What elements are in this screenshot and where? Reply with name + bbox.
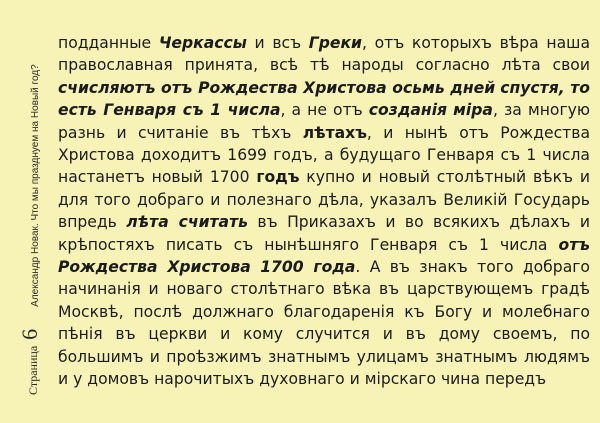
- text-run: проѣзжимъ знатнымъ улицамъ знатнымъ людямъ и у: [58, 347, 591, 389]
- emphasis-run: спустя, то есть Генваря съ 1 числа: [58, 78, 590, 120]
- text-run: свои: [552, 56, 590, 75]
- text-run: Генваря съ 1 числа настанетъ новый 1700: [58, 146, 590, 187]
- page-word: Страница: [26, 345, 40, 395]
- page-sidebar: [7, 0, 47, 423]
- emphasis-run: созданія: [368, 101, 448, 120]
- text-run: въ: [247, 213, 278, 232]
- emphasis-run: Черкассы: [158, 34, 247, 52]
- text-run: новый столѣтный вѣкъ и для того добраго и полезнаго: [58, 168, 590, 209]
- text-run: наша православная принята, всѣ тѣ народы согласно лѣта: [58, 34, 590, 75]
- text-run: дѣла, указалъ Великій Государь впредь: [58, 190, 590, 232]
- emphasis-run: міра: [453, 101, 493, 120]
- author-credit: Александр Новак. Что мы празднуем на Новый год?: [30, 64, 41, 307]
- sidebar-rotated-label: [19, 64, 41, 395]
- bold-run: годъ: [256, 168, 300, 187]
- text-run: домовъ нарочитыхъ духовнаго и мірскаго чина передъ: [87, 370, 547, 389]
- text-run: , а не отъ: [280, 101, 369, 120]
- emphasis-run: лѣта считать: [126, 213, 248, 232]
- text-run: , и нынѣ: [366, 123, 448, 142]
- bold-run: лѣтахъ: [302, 123, 367, 142]
- text-run: Приказахъ и во всякихъ дѣлахъ и крѣпостяхъ писать съ: [58, 213, 590, 254]
- text-run: нынѣшняго Генваря съ 1 числа: [264, 235, 559, 254]
- text-run: церкви и кому случится и въ дому своемъ, по большимъ и: [58, 325, 590, 366]
- text-run: подданные: [58, 34, 159, 52]
- text-run: купно и: [299, 168, 372, 187]
- body-paragraph: [58, 32, 590, 391]
- emphasis-run: 1700 года: [260, 258, 356, 277]
- text-run: должнаго благодаренія къ Богу и молебнаго пѣнія въ: [58, 302, 590, 344]
- text-run: отъ Рождества Христова доходитъ 1699 годъ, а будущаго: [58, 123, 591, 165]
- emphasis-run: Греки: [308, 34, 362, 52]
- text-run: , отъ которыхъ вѣра: [361, 34, 539, 52]
- text-run: и всъ: [246, 34, 309, 52]
- text-run: . А въ знакъ того добраго начинанія и новаго: [58, 258, 590, 299]
- text-run: , за многую разнь и считаніе въ тѣхъ: [58, 101, 590, 142]
- page-number: 6: [17, 328, 42, 340]
- emphasis-run: счисляютъ отъ Рождества Христова осьмь дней: [58, 78, 496, 97]
- text-run: столѣтнаго вѣка въ царствующемъ градѣ Москвѣ, послѣ: [58, 280, 590, 321]
- emphasis-run: отъ Рождества Христова: [58, 235, 590, 277]
